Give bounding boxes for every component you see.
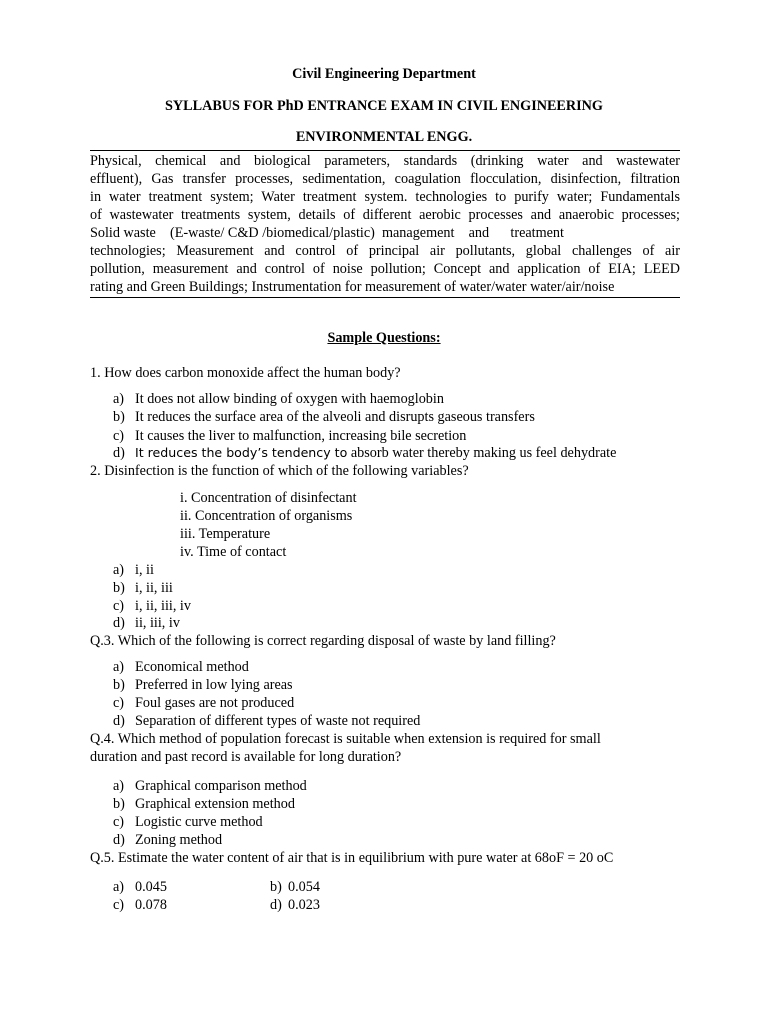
option-text [135, 444, 616, 462]
option-label: b) [113, 677, 125, 693]
option-text: 0.023 [288, 897, 320, 913]
department-title: Civil Engineering Department [292, 66, 476, 82]
q2-variable: ii. Concentration of organisms [180, 508, 353, 524]
option-label: d) [113, 713, 125, 729]
option-text: ii, iii, iv [135, 615, 180, 631]
option-label: d) [113, 832, 125, 848]
option-label: d) [113, 615, 125, 631]
option-text: Graphical extension method [135, 796, 295, 812]
option-text: i, ii, iii [135, 580, 173, 596]
question-1-text: 1. How does carbon monoxide affect the human body? [90, 365, 401, 381]
syllabus-line: of wastewater treatments system, details of different aerobic processes and anaerobic processes; [90, 207, 680, 223]
option-text: 0.078 [135, 897, 167, 913]
option-label: b) [113, 580, 125, 596]
option-text: Economical method [135, 659, 249, 675]
option-text: Zoning method [135, 832, 223, 848]
option-text: 0.045 [135, 879, 167, 895]
option-text: Logistic curve method [135, 814, 263, 830]
q2-variable: i. Concentration of disinfectant [180, 490, 357, 506]
option-label: a) [113, 391, 125, 407]
option-label: b) [113, 409, 125, 425]
option-label: a) [113, 659, 125, 675]
option-text-part: absorb water thereby making us feel dehydrate [350, 445, 617, 461]
option-label: d) [113, 445, 125, 461]
option-label: c) [113, 814, 125, 830]
question-5-text: Q.5. Estimate the water content of air that is in equilibrium with pure water at 68oF = 20 oC [90, 850, 614, 866]
option-text-part-sans: It reduces the body’s tendency to [135, 445, 348, 460]
option-text: Separation of different types of waste not required [135, 713, 421, 729]
syllabus-box [90, 150, 680, 298]
syllabus-line: effluent), Gas transfer processes, sedimentation, coagulation flocculation, disinfection, filtration [90, 171, 680, 187]
option-text: i, ii [135, 562, 154, 578]
question-2-text: 2. Disinfection is the function of which of the following variables? [90, 463, 469, 479]
syllabus-line: rating and Green Buildings; Instrumentation for measurement of water/water water/air/noise [90, 279, 615, 295]
option-text: 0.054 [288, 879, 320, 895]
option-text: Foul gases are not produced [135, 695, 295, 711]
syllabus-title: SYLLABUS FOR PhD ENTRANCE EXAM IN CIVIL ENGINEERING [165, 98, 603, 114]
option-label: b) [270, 879, 282, 895]
question-3-text: Q.3. Which of the following is correct regarding disposal of waste by land filling? [90, 633, 556, 649]
syllabus-line: in water treatment system; Water treatment system. technologies to purify water; Fundamentals [90, 189, 680, 205]
question-4-text-line-1: Q.4. Which method of population forecast is suitable when extension is required for small [90, 731, 601, 747]
option-label: d) [270, 897, 282, 913]
option-label: c) [113, 598, 125, 614]
q2-variable: iv. Time of contact [180, 544, 287, 560]
section-title: ENVIRONMENTAL ENGG. [295, 129, 473, 145]
option-label: c) [113, 428, 125, 444]
option-text: It causes the liver to malfunction, increasing bile secretion [135, 428, 467, 444]
option-label: a) [113, 562, 125, 578]
option-text: It reduces the surface area of the alveoli and disrupts gaseous transfers [135, 409, 535, 425]
question-4-text-line-2: duration and past record is available for long duration? [90, 749, 402, 765]
syllabus-line: technologies; Measurement and control of principal air pollutants, global challenges of air [90, 243, 680, 259]
option-label: c) [113, 695, 125, 711]
syllabus-line: Physical, chemical and biological parameters, standards (drinking water and wastewater [90, 153, 680, 169]
option-label: a) [113, 879, 125, 895]
option-text: i, ii, iii, iv [135, 598, 191, 614]
syllabus-line: pollution, measurement and control of noise pollution; Concept and application of EIA; LEED [90, 261, 680, 277]
option-text: Graphical comparison method [135, 778, 307, 794]
q2-variable: iii. Temperature [180, 526, 271, 542]
syllabus-line: Solid waste (E-waste/ C&D /biomedical/plastic) management and treatment [90, 225, 564, 241]
option-label: c) [113, 897, 125, 913]
option-label: b) [113, 796, 125, 812]
option-label: a) [113, 778, 125, 794]
option-text: Preferred in low lying areas [135, 677, 293, 693]
sample-questions-heading: Sample Questions: [327, 330, 441, 346]
option-text: It does not allow binding of oxygen with haemoglobin [135, 391, 444, 407]
